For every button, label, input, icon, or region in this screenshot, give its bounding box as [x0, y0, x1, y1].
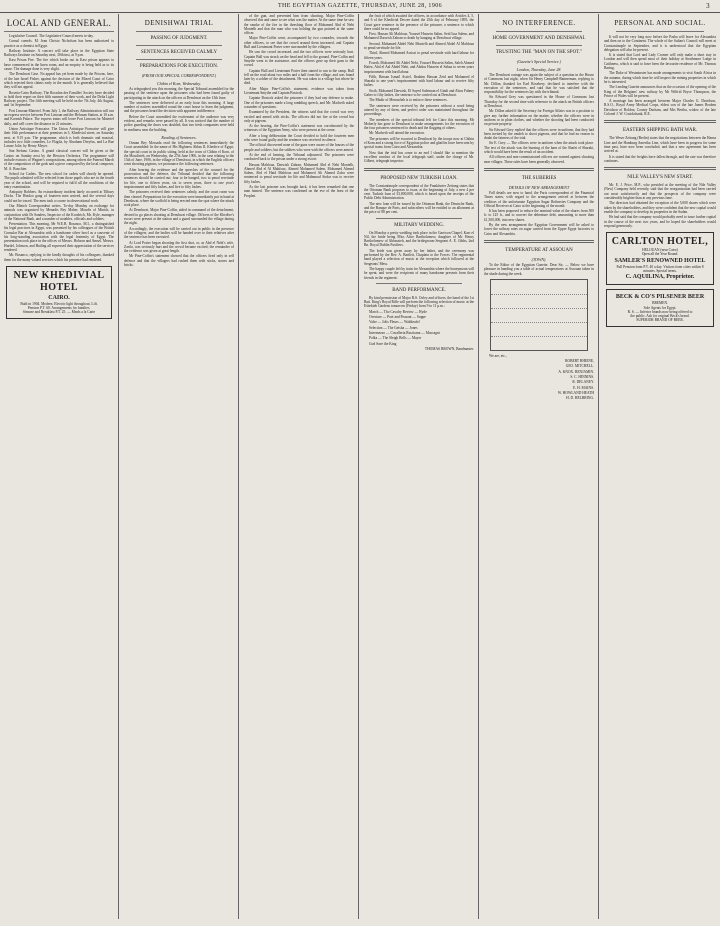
article-paragraph: At the hearing, the Pine-Coffin's statement was corroborated by the witnesses of the Egyptian Army, who were present at the scene.: [244, 124, 354, 133]
article-paragraph: The bride was given away by her father, and the ceremony was performed by the Rev. A. Bartlett, Chaplain to the Forces. The regimental band played a selection of music at the reception which followed at the Sergeants' Mess.: [364, 248, 474, 266]
divider: [376, 283, 462, 284]
article-subheadline: (TOWN).: [531, 256, 547, 262]
byline: (Gazette's Special Service.): [517, 59, 561, 64]
divider: [136, 59, 222, 60]
article-paragraph: Second, Mohamed Abdel Nebi Montelh and Ahmed Abdel Al Mahfouz to penal servitude for life.: [364, 41, 474, 51]
ad-line: SAMLER'S RENOWNED HOTEL: [614, 257, 706, 264]
table-gridline: [491, 308, 587, 309]
ad-line: SUPERIOR BRAND OF BEER.: [636, 318, 684, 323]
news-item: School for Cadets. The new school for cadets will shortly be opened. The pupils admitted will be selected from those pupils who are in the fourth year of the school, and will be required to fulfil all the conditions of the entry examination.: [4, 171, 114, 189]
programme-item: March — Tho Cavalry Review — Hyde: [369, 309, 427, 314]
news-item: Presentation. This morning, Mr W.E.B. Bosanco, M.I., a distinguished his legal practices in Egypt, was presented by his colleagues of the British Consular Bar at Alexandria with a handsome silver bowl as a souvenir of his long-standing association with the legal fraternity of Egypt. The presentation took place in the offices of Messrs. Hobson and Amsel. Messrs. Hurdel, Johnson, and Hailing all expressed their appreciation of the services rendered.: [4, 222, 114, 252]
masthead: [0, 0, 720, 13]
column-rule: [598, 14, 599, 919]
article-paragraph: The Weser Zeitung (Berlin) states that the negotiations between the Hansa Line and the Hamburg Amerika Line, which have been in progress for some time past, have now been concluded, and that a new agreement has been arrived at.: [604, 136, 716, 154]
article-paragraph: The happy couple left by train for Alexandria where the honeymoon will be spent, and were the recipients of many handsome presents from their friends in the regiment.: [364, 266, 474, 280]
dateline: Chibin el Kom, Wednesday.: [157, 81, 201, 86]
divider: [604, 120, 716, 123]
divider: [136, 45, 222, 46]
article-paragraph: Fourth, Mohamed Ali Abdel Nebi, Youssef Hussein Salim, Saleh Ahmed Hafez, Abd el Aal Abdel Nebi, and Abdou Hussein el Sabaa to seven years imprisonment with hard labour.: [364, 60, 474, 74]
ad-hotel-name: CARLTON HOTEL,: [611, 236, 709, 248]
article-paragraph: As telegraphed you this morning, the Special Tribunal assembled for the passing of the sentence upon the prisoners who had been found guilty of participating in the attack on the officers at Denshwai on the 13th June.: [124, 87, 234, 100]
article-headline: NO INTERFERENCE.: [502, 19, 576, 27]
article-paragraph: It will not be very long now before the Pasha will leave for Alexandria and then on to the Continent. The whole of the Sultan's Council will meet at Constantinople in September, and it is understood that the Egyptian delegation will also be present.: [604, 35, 716, 52]
programme-item: Overture — Poet and Peasant — Suppe: [369, 315, 426, 320]
article-paragraph: Mr. E. J. Price, M.P., who presided at the meeting of the Nile Valley (New) Company held recently, said that the reorganisation had been carried out most satisfactorily and that the prospects of the company were considerably brighter than at any previous time.: [604, 183, 716, 201]
article-paragraph: Accordingly, the execution will be carried out in public in the presence of the villagers, and the bodies will be handed over to their relatives after the sentence has been executed.: [124, 226, 234, 240]
article-paragraph: A marriage has been arranged between Major Charles G. Davidson, R.S.O., Royal Army Medical Corps, eldest son of the late James Reuben Davidson of Boldon, County Durham, and Mrs Bertha, widow of the late Colonel J. W. Cruickshank, R.E.: [604, 99, 716, 117]
programme-item: God Save the King: [369, 341, 397, 346]
article-paragraph: At Denshwai, Major Pine-Coffin, aided in command of the detachment, desired to go places shooting at Denshwai village. Officers of the Khedive's escort were present at the station and a guard surrounded the village during the night.: [124, 208, 234, 226]
ad-line: Open all the Year Round.: [641, 252, 679, 257]
column-rule: [238, 14, 239, 919]
divider: [364, 168, 474, 171]
news-item: Union Artistique Francaise. The Union Artistique Francaise will give their 16th performance at their premises in 3, Khedivial street, on Saturday next, at 9.15 p.m. The programme, which is both dramatic and musical, includes two little comedies, Le Flagila, by Abraham Dreyfus, and La Rue Laruse Jolie, by Henry Meyer.: [4, 126, 114, 149]
ad-line: Full Pension from P.T. 40 a day. Visitors from cities within 8 minutes. Special terms.: [616, 264, 704, 273]
article-headline-wedding: MILITARY WEDDING.: [394, 222, 444, 228]
article-paragraph: Sir Edward Grey was questioned in the House of Commons last Thursday for the second time with reference to the attack on British officers at Denshwai.: [484, 95, 594, 109]
article-paragraph: Hassan Mahfouz, Darwish Zahran, Mohamed Abd el Nebi Montelh, Ahmed Abd el Al Mahfouz, Ahmed Mohamed Salem, Mohamed Ahmed Salem, Abd el Haid Mahfouz and Mohamed Ali Ahmed Zafra were sentenced to penal servitude for life and Mahmoud Sirdar was to receive fifty lashes.: [244, 162, 354, 184]
temperature-table: [490, 279, 588, 351]
article-headline-temperature: TEMPERATURE AT ASSOUAN: [505, 247, 573, 253]
byline: (FROM OUR SPECIAL CORRESPONDENT.): [141, 73, 217, 78]
news-item: Our Minich Correspondent writes. To-day Monday an exchange for animals was organised by Menadis Bey Maher, Moudir of Minich, in conjunction with Dr Sanders, Inspector of the Koodrich, Mr. Kyle, manager of the National Bank, and a number of notables, officials and soldiers.: [4, 203, 114, 221]
column-3: [244, 14, 354, 919]
article-paragraph: The Constantinople correspondent of the Frankfurter Zeitung states that the Ottoman Bank proposes to issue, at the beginning of July, a new 4 per cent. Turkish loan of £3,800,000, which is based upon the receipts of the Public Debt Administration.: [364, 183, 474, 201]
article-paragraph: The prisoners received their sentences calmly, and the court room was then cleared. Preparations for the execution were immediately put in hand at Denshwai, where the scaffold is being erected near the spot where the attack took place.: [124, 190, 234, 208]
news-item: Railway Institute. A concert will take place in the Egyptian State Railways Institute on Saturday next, 30th inst, at 9 p.m.: [4, 48, 114, 58]
news-item: Rosetta-Cairo Railway. The Rossdon des Familles' Society have decided to hold their report on their fifth summer of their work, and the Delta Light Railway project. The fifth meeting will be held on the 7th July, 4th August, and 1st September.: [4, 90, 114, 108]
article-paragraph: Captain Bull and Lieutenant Porter then started to run to the camp. Bull fell on the road about two miles and a half from the village, and was found later by a soldier of the detachment. He was taken to a village hut where he died.: [244, 68, 354, 86]
signature: W. HOWLAND HEATH: [557, 390, 594, 395]
article-paragraph: Major Pine-Coffin went, accompanied by two comrades, towards the other officers, to see that the crowd around them increased, and Captain Bull and Lieutenant Porter were surrounded by the villagers.: [244, 36, 354, 50]
article-paragraph: By the new arrangement the Egyptian Government will be asked to lower the railway rates on sugar carried from the Upper Egypt factories to Cairo and Alexandria.: [484, 223, 594, 236]
news-item: Consul cuerrds. M. Jean Christo Nicholson has been authorized to practice as a chemist in Egypt.: [4, 39, 114, 48]
article-paragraph: of the gun, and prevented him from shooting. Major Pine-Coffin observed this and came to see what was the matter. At the same time he saw the smoke of the fire in the threshing floor of Mohamed Abd el Nebi Montelh and that the man who was holding the gun pointed at the same officer.: [244, 14, 354, 36]
signature: GEO. MITCHELL.: [565, 364, 594, 369]
article-subheadline: DETAILS OF NEW ARRANGEMENT: [508, 184, 570, 190]
section-heading-local: LOCAL AND GENERAL.: [4, 17, 114, 32]
ad-hotel-name: NEW KHEDIVIAL HOTEL: [13, 269, 105, 293]
article-paragraph: After Major Pine-Coffin's statement, evidence was taken from Lieutenant Smythe and Captain Bostock.: [244, 86, 354, 96]
article-paragraph: He had said that the company would probably need to issue further capital in the course of the next two years, and he hoped the shareholders would respond generously.: [604, 215, 716, 228]
article-headline-sugar: THE SUBERIES: [521, 175, 557, 181]
signature: A. KNOX. BENJAMIN.: [558, 369, 594, 374]
article-paragraph: The Denshwai outrage was again the subject of a question in the House of Commons last night, when Sir Henry Campbell-Bannerman, replying to Mr. Dillon, thanked for Earl Rosebery, declined to interfere with the execution of the sentences, and said that he was satisfied that the responsibility for the sentences lay with the tribunal.: [484, 73, 594, 95]
signature: R. DELANEY.: [572, 380, 594, 385]
signature: E. H. MAINS.: [573, 385, 594, 390]
signoff: We are, etc.,: [489, 353, 507, 358]
programme-item: Intermezzo — Cavalleria Rusticana — Mascagni: [369, 330, 440, 335]
article-paragraph: Mr. Macbeth will attend the execution.: [369, 131, 425, 136]
column-6: [604, 14, 716, 919]
article-paragraph: First, Hassan Ali Mahfouz, Youssef Hussein Salim, Seid Issa Salem, and Mohamed Darwish Zahran to death by hanging at Denshwai village.: [364, 32, 474, 41]
article-paragraph: The new loan will be issued by the Ottoman Bank, the Deutsche Bank, and the Banque de Paris, and subscribers will be entitled to an allotment at the price of 88 per cent.: [364, 201, 474, 215]
carlton-hotel-advertisement: [606, 232, 714, 285]
news-item: Mr. Bosanco, replying to the kindly thoughts of his colleagues, thanked them for the many valued services which his presence had rendered.: [4, 253, 114, 262]
page-number: 3: [706, 2, 710, 10]
article-headline-loan: PROPOSED NEW TURKISH LOAN.: [380, 175, 458, 181]
signature: S. C. HINNINS.: [570, 374, 594, 379]
column-5: [484, 14, 594, 919]
article-paragraph: Sir Edward Grey replied that the officers were in uniform, that they had been invited by the omdeh to shoot pigeons, and that he had no reason to doubt the fairness of the trial.: [484, 127, 594, 141]
ad-line: Simone and Breakfast P.T. 25. — Meals a la Carte: [22, 310, 96, 315]
signature: THOMAS BROWN, Bandmaster.: [424, 346, 474, 351]
article-paragraph: All officers and non-commissioned officers are warned against shooting near villages. These rules have been generally observed.: [484, 155, 594, 164]
news-item: Legislative Council. The Legislative Council meets to-day.: [9, 34, 94, 38]
article-paragraph: Mr Pine-Coffin's statement showed that the officers fired only in self defence and that the villagers had rushed them with sticks, stones and bricks.: [124, 254, 234, 267]
ad-line: R. S. — Inferior brands now being offered to: [627, 309, 693, 314]
article-paragraph: It is stated that the freights have fallen through, and the rate war therefore continues.: [604, 154, 716, 163]
programme-item: Valse — Jolis Fleurs — Waldteufel: [369, 320, 420, 325]
ad-hotel-city: CAIRO.: [48, 294, 70, 301]
article-subheadline: PREPARATIONS FOR EXECUTION.: [139, 64, 219, 69]
ad-line: BREMEN.: [652, 301, 668, 306]
ad-brand-name: BECK & CO'S PILSENER BEER: [615, 294, 705, 301]
article-paragraph: Captain Bostock asked the prisoners if they had any defence to make. One of the prisoners made a long rambling speech, and Mr. Macbeth asked a number of questions.: [244, 96, 354, 109]
article-paragraph: After a long deliberation the Court decided to hold the fourteen men who were found guilty and the sentence was received in silence.: [244, 133, 354, 143]
article-headline: DENISHWAI TRIAL: [144, 19, 214, 27]
article-paragraph: The Mudir of Menoufieh is to enforce these sentences.: [369, 98, 448, 103]
article-paragraph: Now that the trial has come to an end I should like to mention the excellent conduct of the local telegraph staff, under the charge of Mr. Gilbert, telegraph inspector.: [364, 150, 474, 164]
article-paragraph: It has been proposed to reduce the nominal value of the shares from 500 fr. to 125 fr., and to convert the debenture debt, amounting to more than £1,500,000, into new shares.: [484, 209, 594, 222]
signature: ROBERT RHEINE,: [565, 359, 594, 364]
column-2: [124, 14, 234, 919]
news-item: Kasr Prison Fire. The fire which broke out in Kasr prison appears to have commenced in the linen room, and an enquiry is being held as to its cause. The damage done is very slight.: [4, 58, 114, 72]
divider: [484, 168, 594, 171]
column-rule: [478, 14, 479, 919]
divider: [136, 31, 222, 32]
article-headline-band: BAND PERFORMANCE.: [392, 287, 446, 293]
ad-line: HELOUAN (near Cairo): [642, 248, 678, 253]
divider: [604, 167, 716, 170]
news-item: Antiquity Robbers. An extraordinary incident lately occurred at Tilbury Docks. The Hindoo gang of fourteen men arrived, and the several days could not be traced. The men took a course in observational work.: [4, 190, 114, 203]
ad-line: the public. Ask for original Beck's brand.: [630, 314, 690, 319]
article-headline-nile: NILE VALLEY'S NEW START.: [627, 175, 693, 181]
news-item: San Stefano Casino. A grand classical concert will be given at the Casino on Sunday next by the Hession Orchestra. The programme will include extracts of Wagner's compositions, among others the Funeral March of the composition of the gods and a piece composed by the local composer, M. A. Bouchier.: [4, 149, 114, 171]
article-paragraph: The Duke of Westminster has made arrangements to visit South Africa in the autumn, during which time he will inspect the mining properties in which he is interested.: [604, 71, 716, 84]
news-item: The Denshwai Case. No appeal has yet been made by the Prisons, here, of the late Israel Fisher, against the decision of the Mixed Court of Cairo which rejected their claims early in the month. It is generally believed that they will not appeal.: [4, 72, 114, 90]
divider: [496, 45, 582, 46]
signature: H. D. HELBRING.: [566, 396, 594, 401]
table-gridline: [491, 336, 587, 337]
beer-advertisement: [606, 289, 714, 326]
table-gridline: [491, 294, 587, 295]
column-4: [364, 14, 474, 919]
article-paragraph: Mr. Dillon asked if the Secretary for Foreign Affairs was in a position to give any further information on the matter, whether the officers were in uniform or in plain clothes, and whether the shooting had been conducted on private property.: [484, 109, 594, 127]
article-paragraph: After hearing the evidence and the speeches of the counsel for the prosecution and the defence, the Tribunal decided that the following sentences should be carried out: four to be hanged, two to penal servitude for life, one to fifteen years, six to seven years, three to one year's imprisonment and fifty lashes, and five to fifty lashes.: [124, 167, 234, 189]
article-paragraph: At the end of hearing, the Tribunal adjourned. The prisoners were conducted back to the prison under a strong escort.: [244, 152, 354, 162]
article-paragraph: Sixth, Mohamed Darwish, El Sayed Suleiman el Gindi and Abou Fahmy Gaber to fifty lashes, the sentence to be carried out at Denshwai.: [364, 88, 474, 98]
article-headline: PERSONAL AND SOCIAL.: [614, 19, 706, 27]
article-paragraph: The members of the special tribunal left for Cairo this morning. Mr Moberly has gone to Denshwai to make arrangements for the execution of the four prisoners sentenced to death and the flogging of others.: [364, 117, 474, 131]
ad-line: Sole Agents for Egypt.: [643, 305, 677, 310]
article-paragraph: By kind permission of Major R.S. Oxley and officers, the band of the 1st Batt. King's Royal Rifle will perform the following selection of music at the Esbekieh Gardens tomorrow (Friday) from 9 to 11 p.m.:: [364, 295, 474, 309]
article-paragraph: Full details are now to hand, the Paris correspondent of the Financial Times states, with regard to the arrangement arrived at between the creditors of the unfortunate Egyptian Sugar Refineries Company and the Official Receiver at Cairo at the beginning of the month.: [484, 190, 594, 208]
hotel-advertisement: [6, 266, 112, 319]
article-paragraph: The official discovered none of the guns were aware of the houses of the people and soldiers, but the soldiers who were with the officers were armed.: [244, 143, 354, 152]
article-paragraph: It is stated that Lord and Lady Cromer will only make a short stay in London and will then spend most of their holiday at Strathmore Lodge in Caithness, which is said to have been the favourite residence of Mr. Thomas Baring.: [604, 53, 716, 71]
article-paragraph: Examined by the President, the witness said that the crowd was very excited and armed with sticks. The officers did not fire at the crowd but only at pigeons.: [244, 110, 354, 123]
column-rule: [358, 14, 359, 919]
article-paragraph: Before the Court assembled the excitement of the audience was very evident, and remarks were passed by all. It was noticed that the number of police guarding the doors was doubled, that two fresh companies were held in readiness near the building.: [124, 114, 234, 132]
article-paragraph: On Monday a pretty wedding took place in the Garrison Chapel, Kasr el Nil, the bride being Miss Alice Bartholomew, daughter of Mr. Henry Bartholomew of Abbassieh, and the bridegroom Sergeant A. E. Gibbs, 2nd Bn. Royal Dublin Fusiliers.: [364, 230, 474, 248]
article-paragraph: He saw the crowd increased, and the two officers were seriously hurt. Captain Bull was struck on the head and fell to the ground. Pine-Coffin and Smythe went to the assistance, and the officers gave up their guns to the crowd.: [244, 50, 354, 68]
ad-proprietor: C. AQUILINA, Proprietor.: [625, 274, 695, 281]
article-paragraph: Sir E. Grey — The officers were in uniform when the attack took place. The test of the attack was the burning of the barn of the Shafei el Sharaki, which would have been the result of an accident.: [484, 141, 594, 155]
divider: [484, 240, 594, 243]
news-item: Port Limoun-Materiel. From July 1, the Railway Administration will run an express service between Port Limoun and the Helouan Station, at 10 a.m. and Kornish Palace. The express trains will leave Port Limoun for Materiel daily, and will cover the distance in 21 minutes.: [4, 108, 114, 126]
article-subheadline: TRUSTING THE "MAN ON THE SPOT.": [495, 50, 583, 55]
column-rule: [118, 14, 119, 919]
article-paragraph: Third, Ahmed Mohamed Assissi to penal servitude with hard labour for fifteen years.: [364, 51, 474, 60]
masthead-title: THE EGYPTIAN GAZETTE, THURSDAY, JUNE 28, 1906: [277, 3, 443, 9]
article-paragraph: The sentences were received by the prisoners without a word being uttered by any of them, and perfect order was maintained throughout the proceedings.: [364, 103, 474, 117]
divider: [616, 31, 704, 32]
article-paragraph: Fifth, Hassan Ismail Assiel, Ibrahim Hassan Zeid and Mohamed el Sharaki to one year's imprisonment with hard labour and to receive fifty lashes.: [364, 74, 474, 88]
divider: [376, 218, 462, 219]
article-paragraph: The prisoners will be escorted to Denshwai by the troops now at Chibin el Kom and a strong force of Egyptian police and ghaffirs have been sent by special trains from Cairo and Alexandria.: [364, 136, 474, 150]
article-paragraph: Osman Bey Morsada read the following sentences immediately the Court assembled: In the name of His Highness Abbas II, Khedive of Egypt, the special court in its public sitting, held at the town of Chibin el Kom, of the Moudirieh, on Wednesday, the 27th June 1906, in the case relating to the 13th of June, 1906, in the village of Denshwai, in which the English officers went shooting pigeons, we pronounce the following sentences.: [124, 140, 234, 167]
section-subheading: Reading of Sentences.: [161, 134, 197, 140]
table-gridline: [491, 322, 587, 323]
article-subheadline: PASSING OF JUDGMENT.: [150, 36, 208, 41]
dateline: London, Thursday, June 28.: [516, 67, 562, 72]
article-subheadline: HOME GOVERNMENT AND DENISHWAI.: [492, 36, 586, 41]
article-paragraph: At Lord Porter began shooting the first shot, or, as Abd el Nebi's wife, Zarifa, was seriously hurt and the crowd became excited; the remainder of the evidence was given at great length.: [124, 240, 234, 254]
article-paragraph: The directors had obtained the exception of the 5,000 shares which were taken by the shareholders, and they were confident that the new capital would enable the company to develop its properties in the Sudan.: [604, 201, 716, 214]
programme-item: Selection — The Geisha — Jones: [369, 325, 418, 330]
column-1: [4, 14, 114, 919]
article-paragraph: The Lending Gazette announces that on the occasion of the opening of the King of the Belgians' new railway by Mr Wilfrid Bryce Thompson, the Prince of Wales will be present.: [604, 85, 716, 98]
article-paragraph: the fruit of which awaited the officers, in accordance with Articles 4, 5, and 6 of the Khedivial Decree dated the 25th day of February 1895, the Court gave sentence in the presence of the prisoner, a sentence to which there could be no appeal.: [364, 14, 474, 31]
article-paragraph: As the last prisoner was brought back, it has been remarked that one man fainted. The sentence was confirmed on the eve of the feast of the Prophet.: [244, 184, 354, 198]
article-headline-shipping: EASTERN SHIPPING BATH WAR.: [622, 128, 698, 134]
programme-item: Polka — The Sleigh Bells — Mayer: [369, 336, 422, 341]
ad-line: Built in 1904. Modern. Electric light throughout. Lift.: [20, 301, 98, 306]
article-subheadline: SENTENCES RECEIVED CALMLY: [140, 50, 218, 55]
ad-line: Pension P.T. 60. Arrangements for families.: [27, 306, 91, 311]
article-paragraph: The sentences were delivered at an early hour this morning. A large number of natives assembled round the court house to learn the judgment, and the prisoners heard the decision with apparent indifference.: [124, 100, 234, 114]
article-paragraph: To the Editor of the Egyptian Gazette. Dear Sir, — Below we have pleasure in handing you a table of actual temperatures at Assouan taken in the shade during the week.: [484, 262, 594, 276]
divider: [496, 31, 582, 32]
